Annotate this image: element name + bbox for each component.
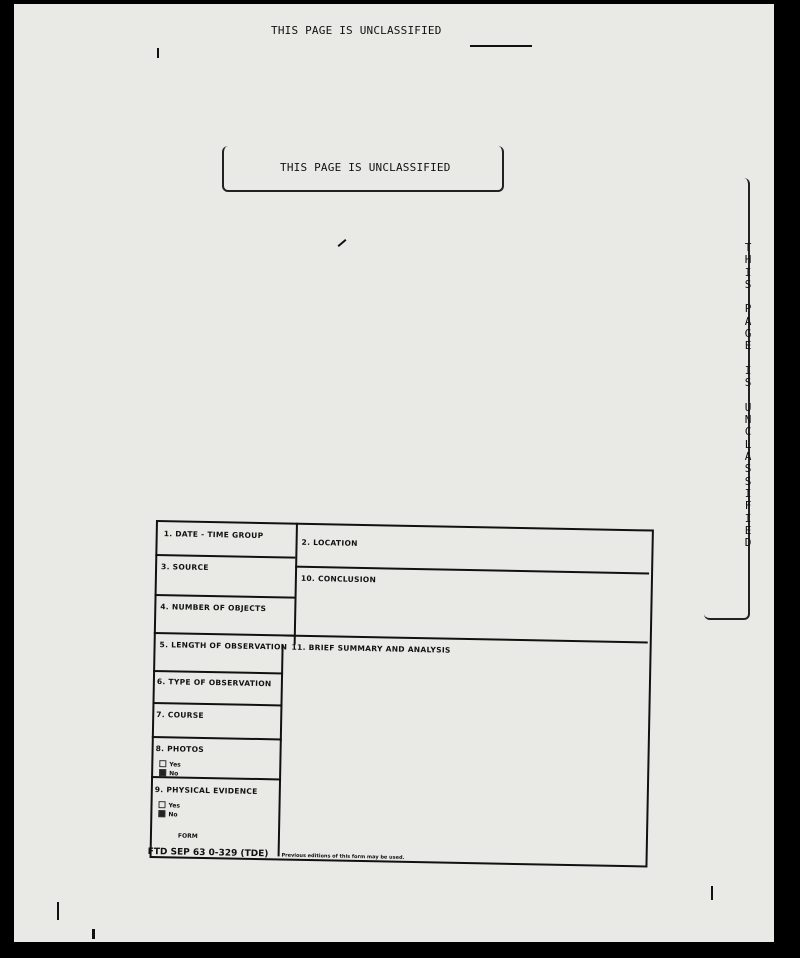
number-of-objects-label: 4. NUMBER OF OBJECTS (160, 602, 267, 614)
location-label: 2. LOCATION (301, 537, 358, 548)
side-classification-banner: T H I S P A G E I S U N C L A S S I F I E D (744, 241, 752, 550)
source-label: 3. SOURCE (161, 562, 209, 573)
photos-yes-option[interactable] (159, 760, 181, 768)
checkbox[interactable] (159, 760, 166, 767)
top-classification-banner: THIS PAGE IS UNCLASSIFIED (271, 24, 442, 37)
scan-mark (92, 929, 95, 939)
date-time-group-label: 1. DATE - TIME GROUP (163, 529, 264, 541)
length-of-observation-label: 5. LENGTH OF OBSERVATION (159, 640, 288, 652)
checkbox[interactable] (158, 801, 165, 808)
photos-no-label: No (169, 770, 179, 778)
scan-mark (338, 239, 347, 247)
checkbox-checked[interactable] (159, 769, 166, 776)
scan-mark (711, 886, 713, 900)
form-word: FORM (177, 832, 198, 840)
brief-summary-label: 11. BRIEF SUMMARY AND ANALYSIS (291, 642, 451, 655)
evidence-yes-label: Yes (168, 802, 181, 810)
physical-evidence-label: 9. PHYSICAL EVIDENCE (154, 785, 258, 796)
evidence-no-option[interactable] (158, 810, 177, 818)
photos-yes-label: Yes (169, 761, 181, 769)
report-form (147, 520, 654, 867)
scan-mark (157, 48, 159, 58)
scan-mark (470, 45, 532, 47)
middle-classification-banner: THIS PAGE IS UNCLASSIFIED (280, 161, 451, 174)
evidence-yes-option[interactable] (158, 801, 180, 809)
conclusion-label: 10. CONCLUSION (300, 573, 377, 585)
checkbox-checked[interactable] (158, 810, 165, 817)
form-id: FTD SEP 63 0-329 (TDE) (147, 846, 269, 860)
form-note: Previous editions of this form may be used. (281, 852, 405, 861)
course-label: 7. COURSE (156, 710, 204, 720)
type-of-observation-label: 6. TYPE OF OBSERVATION (156, 677, 272, 689)
scan-mark (57, 902, 59, 920)
evidence-no-label: No (168, 811, 178, 819)
photos-no-option[interactable] (159, 769, 178, 777)
photos-label: 8. PHOTOS (155, 744, 205, 754)
